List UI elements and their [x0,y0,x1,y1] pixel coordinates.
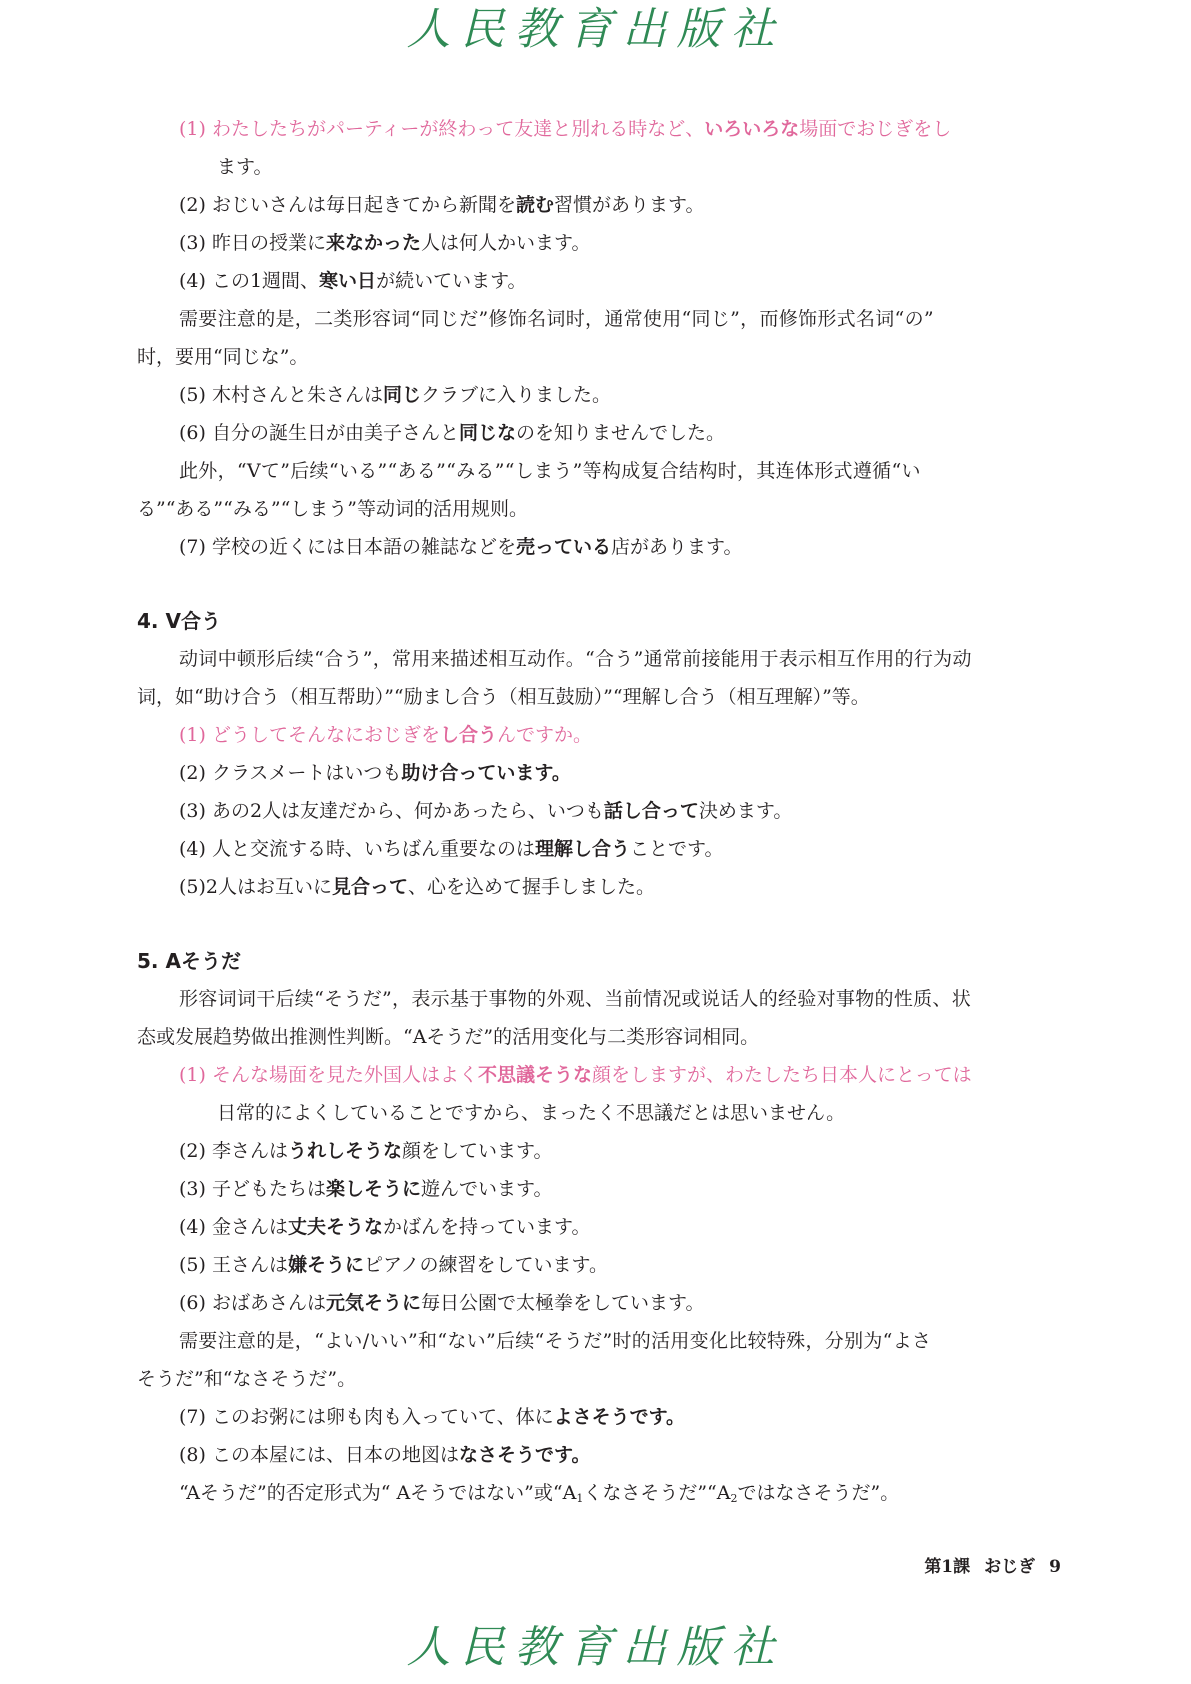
footer-lesson: 第1課 [924,1557,971,1577]
grammar-emphasis: 助け合っています。 [401,762,571,784]
grammar-emphasis: 寒い日 [319,270,377,292]
text-segment: 場面でおじぎをし [799,118,952,140]
text-segment: 毎日公園で太極拳をしています。 [420,1292,705,1314]
text-segment: (3) あの2人は友達だから、何かあったら、いつも [179,800,604,822]
explanation-paragraph-continued [137,1360,1077,1398]
text-segment: 时，要用“同じな”。 [137,346,309,368]
publisher-logo-top: 人民教育出版社 [406,4,785,55]
text-segment: 習慣があります。 [553,194,705,216]
grammar-emphasis: いろいろな [704,118,800,140]
example-sentence [137,754,1077,792]
text-segment: 顔をしますが、わたしたち日本人にとっては [591,1064,972,1086]
explanation-note [137,1474,1077,1518]
grammar-emphasis: 楽しそうに [325,1178,421,1200]
text-segment: (2) 李さんは [179,1140,288,1162]
text-segment: ピアノの練習をしています。 [363,1254,608,1276]
text-segment: 決めます。 [698,800,793,822]
text-segment: 日常的によくしていることですから、まったく不思議だとは思いません。 [217,1102,846,1124]
grammar-emphasis: 同じな [458,422,516,444]
text-segment: 词，如“助け合う（相互帮助）”“励まし合う（相互鼓励）”“理解し合う（相互理解）”等。 [137,686,870,708]
grammar-emphasis: 見合って [332,876,409,898]
grammar-emphasis: 嫌そうに [287,1254,364,1276]
example-sentence [137,528,1077,566]
explanation-paragraph [137,640,1077,678]
explanation-paragraph [137,1322,1077,1360]
text-segment: (4) この1週間、 [179,270,320,292]
example-sentence [137,868,1077,906]
text-segment: 人は何人かいます。 [420,232,591,254]
text-segment: くなさそうだ”“A [583,1482,731,1504]
grammar-emphasis: 売っている [515,536,611,558]
text-segment: (7) 学校の近くには日本語の雑誌などを [179,536,516,558]
grammar-emphasis: なさそうです。 [458,1444,591,1466]
grammar-emphasis: 同じ [382,384,421,406]
text-segment: (2) おじいさんは毎日起きてから新聞を [179,194,516,216]
text-segment: かばんを持っています。 [382,1216,591,1238]
example-sentence [137,830,1077,868]
text-segment: (4) 金さんは [179,1216,288,1238]
page-body [137,110,1077,1518]
grammar-emphasis: 来なかった [325,232,421,254]
example-sentence [137,1170,1077,1208]
example-sentence [137,1132,1077,1170]
text-segment: “Aそうだ”的否定形式为“ Aそうではない”或“A [179,1482,577,1504]
example-sentence [137,1246,1077,1284]
text-segment: 遊んでいます。 [420,1178,553,1200]
text-segment: 、心を込めて握手しました。 [408,876,656,898]
example-sentence-continued [137,1094,1077,1132]
text-segment: ことです。 [629,838,724,860]
text-segment: 店があります。 [610,536,743,558]
text-segment: が続いています。 [376,270,527,292]
grammar-emphasis: 読む [515,194,554,216]
explanation-paragraph [137,980,1077,1018]
example-sentence [137,186,1077,224]
text-segment: ではなさそうだ”。 [737,1482,900,1504]
example-sentence [137,1398,1077,1436]
grammar-emphasis: 理解し合う [534,838,630,860]
text-segment: (2) クラスメートはいつも [179,762,402,784]
grammar-emphasis: 話し合って [603,800,699,822]
text-segment: る”“ある”“みる”“しまう”等动词的活用规则。 [137,498,528,520]
section-heading: 5. Aそうだ [137,949,241,973]
text-segment: 顔をしています。 [401,1140,553,1162]
text-segment: (4) 人と交流する時、いちばん重要なのは [179,838,535,860]
example-sentence [137,1056,1077,1094]
text-segment: (1) どうしてそんなにおじぎを [179,724,440,746]
publisher-logo-bottom: 人民教育出版社 [406,1622,785,1673]
text-segment: (5) 木村さんと朱さんは [179,384,383,406]
text-segment: (6) おばあさんは [179,1292,326,1314]
page-footer [924,1552,1061,1577]
text-segment: (1) そんな場面を見た外国人はよく [179,1064,478,1086]
text-segment: (3) 昨日の授業に [179,232,326,254]
text-segment: 需要注意的是，二类形容词“同じだ”修饰名词时，通常使用“同じ”，而修饰形式名词“の” [179,308,934,330]
text-segment: (3) 子どもたちは [179,1178,326,1200]
example-sentence-continued [137,148,1077,186]
grammar-emphasis: 元気そうに [325,1292,421,1314]
footer-title: おじぎ [984,1557,1036,1577]
grammar-emphasis: 不思議そうな [477,1064,592,1086]
page-number: 9 [1049,1557,1061,1577]
text-segment: んですか。 [496,724,592,746]
explanation-paragraph-continued [137,1018,1077,1056]
text-segment: 此外，“Vて”后续“いる”“ある”“みる”“しまう”等构成复合结构时，其连体形式遵循“い [179,460,921,482]
text-segment: (6) 自分の誕生日が由美子さんと [179,422,459,444]
text-segment: (5) 王さんは [179,1254,288,1276]
example-sentence [137,716,1077,754]
example-sentence [137,262,1077,300]
grammar-emphasis: 丈夫そうな [287,1216,383,1238]
subscript: 2 [730,1492,738,1505]
subscript: 1 [576,1492,584,1505]
example-sentence [137,792,1077,830]
section-heading: 4. V合う [137,609,221,633]
example-sentence [137,414,1077,452]
text-segment: 态或发展趋势做出推测性判断。“Aそうだ”的活用变化与二类形容词相同。 [137,1026,760,1048]
example-sentence [137,224,1077,262]
grammar-emphasis: し合う [439,724,497,746]
text-segment: (8) この本屋には、日本の地図は [179,1444,459,1466]
text-segment: (5)2人はお互いに [179,876,333,898]
text-segment: 形容词词干后续“そうだ”，表示基于事物的外观、当前情况或说话人的经验对事物的性质、状 [179,988,972,1010]
grammar-emphasis: うれしそうな [287,1140,402,1162]
example-sentence [137,376,1077,414]
explanation-paragraph [137,300,1077,338]
text-segment: (1) わたしたちがパーティーが終わって友達と別れる時など、 [179,118,705,140]
text-segment: クラブに入りました。 [420,384,611,406]
example-sentence [137,1208,1077,1246]
text-segment: のを知りませんでした。 [515,422,725,444]
explanation-paragraph-continued [137,338,1077,376]
explanation-paragraph-continued [137,678,1077,716]
example-sentence [137,1436,1077,1474]
text-segment: そうだ”和“なさそうだ”。 [137,1368,357,1390]
explanation-paragraph [137,452,1077,490]
text-segment: (7) このお粥には卵も肉も入っていて、体に [179,1406,554,1428]
example-sentence [137,110,1077,148]
text-segment: 需要注意的是，“よい/いい”和“ない”后续“そうだ”时的活用变化比较特殊，分别为“よさ [179,1330,932,1352]
text-segment: ます。 [217,156,273,178]
explanation-paragraph-continued [137,490,1077,528]
text-segment: 动词中顿形后续“合う”，常用来描述相互动作。“合う”通常前接能用于表示相互作用的行为动 [179,648,972,670]
grammar-emphasis: よさそうです。 [553,1406,686,1428]
example-sentence [137,1284,1077,1322]
